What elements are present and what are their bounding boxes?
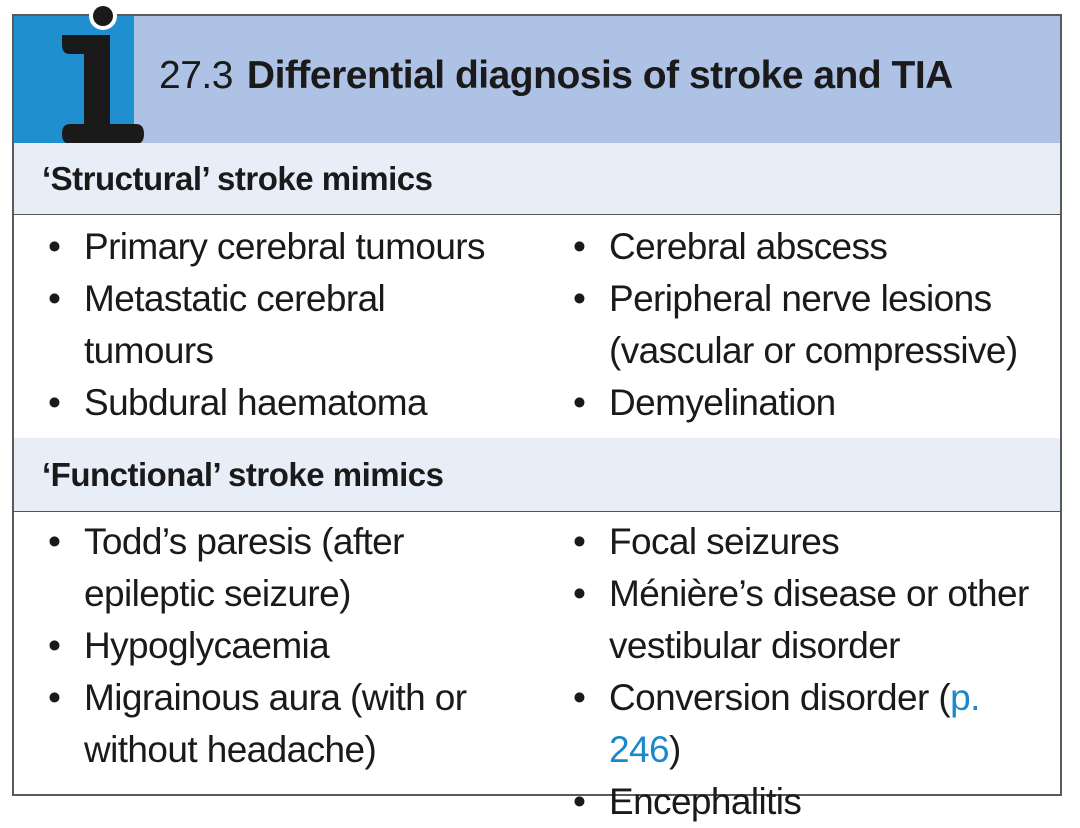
conversion-close: ) — [668, 729, 681, 770]
list-item: • Cerebral abscess — [569, 221, 1049, 273]
section-heading-functional: ‘Functional’ stroke mimics — [14, 438, 1060, 512]
box-title — [159, 54, 953, 98]
structural-list-right — [569, 221, 1049, 429]
info-icon — [40, 2, 150, 150]
info-box — [12, 14, 1062, 822]
list-item: • Ménière’s disease or other vestibular disorder — [569, 568, 1049, 672]
list-item: • Peripheral nerve lesions (vascular or compressive) — [569, 273, 1049, 377]
list-item: • Focal seizures — [569, 516, 1049, 568]
list-item: • Migrainous aura (with or without headache) — [44, 672, 524, 776]
box-number: 27.3 — [159, 54, 233, 97]
list-item: • Encephalitis — [569, 776, 1049, 828]
list-item: • Metastatic cerebral tumours — [44, 273, 524, 377]
list-item-conversion — [569, 672, 1049, 776]
structural-list-left — [44, 221, 524, 429]
section-heading-structural: ‘Structural’ stroke mimics — [14, 143, 1060, 215]
list-item: • Hypoglycaemia — [44, 620, 524, 672]
conversion-text: Conversion disorder ( — [609, 677, 951, 718]
list-item: • Todd’s paresis (after epileptic seizure) — [44, 516, 524, 620]
list-item: • Primary cerebral tumours — [44, 221, 524, 273]
functional-list-left — [44, 516, 524, 776]
functional-list-right — [569, 516, 1049, 828]
list-item: • Demyelination — [569, 377, 1049, 429]
list-item: • Subdural haematoma — [44, 377, 524, 429]
box-title-text: Differential diagnosis of stroke and TIA — [246, 54, 953, 97]
box-header — [14, 16, 1060, 143]
page-link[interactable]: p. 246 — [609, 677, 980, 770]
